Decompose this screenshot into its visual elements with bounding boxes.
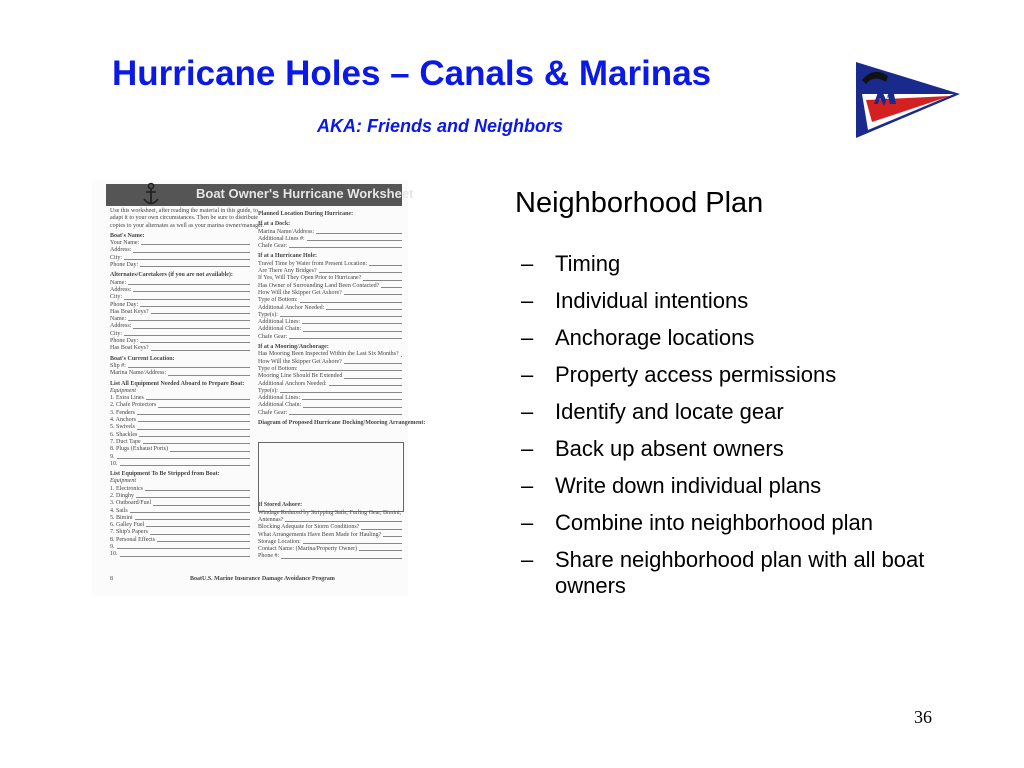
worksheet-line: [110, 338, 250, 345]
worksheet-blank-line: [326, 305, 402, 310]
dash-marker: –: [521, 436, 534, 461]
worksheet-blank-line: [170, 446, 250, 451]
worksheet-blank-line: [130, 508, 250, 513]
worksheet-blank-line: [158, 402, 250, 407]
worksheet-line-text: Type(s):: [258, 311, 278, 318]
bullet-text: Individual intentions: [555, 288, 749, 313]
worksheet-line-text: adapt it to your own circumstances. Then be sure to distribute: [110, 215, 259, 222]
worksheet-line: [258, 546, 402, 553]
bullet-item: [521, 288, 961, 314]
worksheet-line: [110, 417, 250, 424]
worksheet-line-text: 10.: [110, 551, 118, 558]
bullet-text: Back up absent owners: [555, 436, 784, 461]
worksheet-line-text: 4. Sails: [110, 507, 128, 514]
worksheet-line: [258, 211, 402, 218]
worksheet-blank-line: [381, 283, 402, 288]
worksheet-blank-line: [157, 537, 250, 542]
worksheet-line-text: 9.: [110, 544, 115, 551]
worksheet-line-text: City:: [110, 330, 123, 337]
dash-marker: –: [521, 510, 534, 535]
worksheet-line-text: Has Boat Keys?: [110, 345, 149, 352]
worksheet-intro-line: [110, 222, 264, 230]
worksheet-blank-line: [145, 486, 250, 491]
worksheet-line-text: Chafe Gear:: [258, 409, 288, 416]
worksheet-line-text: Are There Any Bridges?: [258, 268, 317, 275]
worksheet-line-text: Additional Lines:: [258, 319, 301, 326]
worksheet-line-text: If at a Hurricane Hole:: [258, 253, 317, 260]
worksheet-blank-line: [140, 262, 250, 267]
worksheet-line: [110, 302, 250, 309]
worksheet-line: [110, 446, 250, 453]
worksheet-line-text: 10.: [110, 460, 118, 467]
bullet-item: [521, 473, 961, 499]
worksheet-line-text: Type of Bottom:: [258, 365, 298, 372]
worksheet-line-text: Your Name:: [110, 240, 140, 247]
worksheet-line-text: Name:: [110, 279, 126, 286]
worksheet-line-text: Marina Name/Address:: [258, 228, 315, 235]
worksheet-blank-line: [136, 493, 250, 498]
worksheet-line: [110, 529, 250, 536]
worksheet-line-text: Use this worksheet, after reading the material in this guide, to: [110, 208, 258, 214]
worksheet-line-text: 9.: [110, 453, 115, 460]
bullet-item: [521, 251, 961, 277]
worksheet-line: [110, 537, 250, 544]
bullet-item: [521, 547, 961, 599]
worksheet-line-text: Additional Chain:: [258, 326, 302, 333]
worksheet-line-text: Has Owner of Surrounding Land Been Contacted?: [258, 282, 380, 289]
worksheet-line-text: 8. Plugs (Exhaust Ports): [110, 446, 169, 453]
worksheet-line-text: Type of Bottom:: [258, 297, 298, 304]
worksheet-blank-line: [133, 323, 250, 328]
worksheet-left-column: [110, 208, 264, 559]
worksheet-line: [258, 388, 402, 395]
worksheet-line-text: Chafe Gear:: [258, 243, 288, 250]
bullet-item: [521, 436, 961, 462]
worksheet-line: [258, 359, 402, 366]
worksheet-title: Boat Owner's Hurricane Worksheet: [196, 186, 414, 201]
worksheet-line: [110, 388, 250, 395]
worksheet-line: [110, 356, 250, 363]
bullet-list: [521, 251, 961, 610]
worksheet-line-text: Windage Reduced by Stripping Sails, Furling Gear, Bimini,: [258, 509, 402, 516]
worksheet-blank-line: [329, 381, 402, 386]
dash-marker: –: [521, 473, 534, 498]
worksheet-blank-line: [120, 551, 251, 556]
worksheet-blank-line: [289, 243, 402, 248]
worksheet-blank-line: [137, 410, 250, 415]
worksheet-line: [258, 539, 402, 546]
bullet-text: Property access permissions: [555, 362, 837, 387]
worksheet-line-text: Boat's Name:: [110, 232, 145, 239]
worksheet-blank-line: [138, 417, 250, 422]
worksheet-line: [110, 432, 250, 439]
worksheet-line: [110, 255, 250, 262]
worksheet-line-text: 3. Fenders: [110, 409, 135, 416]
worksheet-line: [110, 280, 250, 287]
worksheet-line-text: 3. Outboard/Fuel: [110, 500, 151, 507]
worksheet-blank-line: [117, 454, 251, 459]
worksheet-blank-line: [361, 524, 402, 529]
worksheet-line-text: Planned Location During Hurricane:: [258, 211, 354, 217]
worksheet-blank-line: [359, 546, 402, 551]
worksheet-line-text: Address:: [110, 247, 132, 254]
worksheet-line-text: 2. Dinghy: [110, 492, 134, 499]
worksheet-blank-line: [150, 529, 250, 534]
worksheet-intro-line: [110, 215, 259, 222]
worksheet-line: [110, 233, 250, 240]
worksheet-line-text: Phone Day:: [110, 262, 139, 269]
worksheet-line-text: List Equipment To Be Stripped from Boat:: [110, 471, 220, 478]
worksheet-blank-line: [120, 461, 251, 466]
worksheet-blank-line: [280, 388, 402, 393]
worksheet-line: [258, 305, 402, 312]
worksheet-line: [110, 287, 250, 294]
worksheet-blank-line: [139, 432, 250, 437]
worksheet-line: [258, 261, 402, 268]
worksheet-line-text: Additional Anchor Needed:: [258, 304, 325, 311]
worksheet-blank-line: [344, 359, 402, 364]
worksheet-line-text: 4. Anchors: [110, 417, 136, 424]
worksheet-blank-line: [124, 331, 250, 336]
worksheet-line: [258, 351, 402, 358]
worksheet-line-text: If Yes, Will They Open Prior to Hurricane?: [258, 275, 362, 282]
worksheet-blank-line: [300, 297, 402, 302]
worksheet-line-text: 8. Personal Effects: [110, 536, 156, 543]
worksheet-line-text: Additional Anchors Needed:: [258, 380, 327, 387]
worksheet-line: [110, 486, 250, 493]
worksheet-line-text: Equipment: [110, 387, 136, 394]
worksheet-footer-text: BoatU.S. Marine Insurance Damage Avoidance Program: [190, 576, 335, 582]
worksheet-line-text: How Will the Skipper Get Ashore?: [258, 358, 342, 365]
dash-marker: –: [521, 399, 534, 424]
worksheet-line-text: 2. Chafe Protectors: [110, 402, 157, 409]
worksheet-line-text: Antennas?: [258, 516, 284, 523]
worksheet-line: [110, 402, 250, 409]
worksheet-line-text: Has Mooring Been Inspected Within the Last Six Months?: [258, 351, 399, 358]
bullet-item: [521, 325, 961, 351]
worksheet-blank-line: [300, 366, 402, 371]
worksheet-line-text: Phone #:: [258, 553, 280, 560]
worksheet-line-text: Slip #:: [110, 362, 126, 369]
worksheet-intro-line: [110, 208, 258, 215]
worksheet-line-text: Has Boat Keys?: [110, 308, 149, 315]
worksheet-blank-line: [302, 395, 402, 400]
worksheet-blank-line: [289, 410, 402, 415]
worksheet-line: [110, 454, 250, 461]
worksheet-line: [110, 551, 250, 558]
worksheet-line-text: 7. Ship's Papers: [110, 529, 148, 536]
worksheet-line: [258, 312, 402, 319]
worksheet-blank-line: [316, 229, 402, 234]
worksheet-blank-line: [128, 316, 250, 321]
worksheet-line: [258, 229, 402, 236]
worksheet-line-text: Travel Time by Water from Present Location:: [258, 260, 368, 267]
worksheet-line-text: If Stored Ashore:: [258, 502, 303, 509]
worksheet-line-text: Boat's Current Location:: [110, 355, 175, 362]
worksheet-blank-line: [303, 402, 402, 407]
worksheet-line-text: Additional Lines:: [258, 395, 301, 402]
worksheet-line-text: Storage Location:: [258, 538, 301, 545]
worksheet-line: [110, 478, 250, 485]
worksheet-blank-line: [280, 312, 402, 317]
section-heading: Neighborhood Plan: [515, 187, 764, 219]
worksheet-line-text: If at a Dock:: [258, 221, 291, 228]
worksheet-blank-line: [168, 370, 250, 375]
worksheet-line: [258, 381, 402, 388]
worksheet-blank-line: [344, 373, 402, 378]
worksheet-blank-line: [363, 275, 402, 280]
worksheet-blank-line: [135, 515, 250, 520]
worksheet-line: [258, 395, 402, 402]
worksheet-line: [110, 522, 250, 529]
worksheet-line: [258, 366, 402, 373]
worksheet-line-text: Additional Chain:: [258, 402, 302, 409]
bullet-item: [521, 399, 961, 425]
worksheet-line: [110, 262, 250, 269]
burgee-logo: [852, 60, 962, 140]
worksheet-line: [110, 309, 250, 316]
worksheet-line: [258, 319, 402, 326]
bullet-text: Anchorage locations: [555, 325, 755, 350]
worksheet-line: [258, 243, 402, 250]
dash-marker: –: [521, 325, 534, 350]
worksheet-blank-line: [151, 309, 250, 314]
dash-marker: –: [521, 362, 534, 387]
worksheet-blank-line: [146, 522, 250, 527]
worksheet-line-text: Contact Name: (Marina/Property Owner): [258, 546, 358, 553]
worksheet-blank-line: [140, 302, 250, 307]
worksheet-line-text: copies to your alternates as well as your marina owner/manager.: [110, 222, 264, 229]
worksheet-blank-line: [117, 544, 251, 549]
worksheet-line-text: Address:: [110, 286, 132, 293]
worksheet-line: [110, 515, 250, 522]
worksheet-line: [110, 345, 250, 352]
worksheet-blank-line: [285, 517, 402, 522]
worksheet-image: [92, 180, 426, 596]
worksheet-line-text: 1. Extra Lines: [110, 395, 144, 402]
worksheet-blank-line: [151, 345, 250, 350]
worksheet-line: [258, 373, 402, 380]
page-number: 36: [914, 707, 932, 727]
worksheet-blank-line: [303, 539, 402, 544]
bullet-text: Share neighborhood plan with all boat owners: [555, 547, 925, 598]
worksheet-line: [258, 402, 402, 409]
worksheet-blank-line: [128, 363, 250, 368]
worksheet-line-text: Alternates/Caretakers (if you are not available):: [110, 272, 233, 279]
worksheet-blank-line: [319, 268, 402, 273]
worksheet-blank-line: [124, 294, 250, 299]
worksheet-line-text: City:: [110, 294, 123, 301]
worksheet-line: [110, 363, 250, 370]
worksheet-line: [110, 508, 250, 515]
worksheet-line-text: Phone Day:: [110, 301, 139, 308]
worksheet-blank-line: [401, 351, 402, 356]
worksheet-diagram-box: [258, 442, 404, 512]
worksheet-blank-line: [307, 236, 402, 241]
worksheet-line: [258, 253, 402, 260]
dash-marker: –: [521, 251, 534, 276]
worksheet-line: [110, 381, 250, 388]
worksheet-line-text: Phone Day:: [110, 338, 139, 345]
worksheet-line: [110, 544, 250, 551]
worksheet-blank-line: [303, 326, 402, 331]
worksheet-line: [258, 344, 402, 351]
worksheet-line-text: 5. Bimini: [110, 514, 133, 521]
worksheet-blank-line: [369, 261, 402, 266]
bullet-item: [521, 362, 961, 388]
worksheet-line-text: 6. Galley Fuel: [110, 522, 145, 529]
worksheet-line: [110, 240, 250, 247]
worksheet-line: [110, 410, 250, 417]
worksheet-blank-line: [128, 280, 250, 285]
worksheet-banner: [106, 184, 414, 206]
worksheet-blank-line: [344, 290, 402, 295]
worksheet-page-number: 8: [110, 576, 113, 582]
worksheet-line: [110, 461, 250, 468]
worksheet-line: [258, 326, 402, 333]
bullet-item: [521, 510, 961, 536]
worksheet-line-text: Marina Name/Address:: [110, 370, 167, 377]
worksheet-line: [110, 323, 250, 330]
worksheet-line: [110, 500, 250, 507]
worksheet-line-text: Name:: [110, 316, 126, 323]
worksheet-line-text: Blocking Adequate for Storm Conditions?: [258, 524, 360, 531]
dash-marker: –: [521, 288, 534, 313]
worksheet-line: [258, 275, 402, 282]
worksheet-line: [258, 524, 402, 531]
worksheet-line: [258, 221, 402, 228]
worksheet-blank-line: [124, 255, 250, 260]
worksheet-line-text: Mooring Line Should Be Extended: [258, 373, 343, 380]
worksheet-blank-line: [143, 439, 250, 444]
worksheet-line: [258, 532, 402, 539]
worksheet-line: [258, 283, 402, 290]
bullet-text: Identify and locate gear: [555, 399, 784, 424]
bullet-text: Timing: [555, 251, 621, 276]
worksheet-blank-line: [146, 395, 250, 400]
worksheet-line-text: City:: [110, 254, 123, 261]
worksheet-line: [110, 316, 250, 323]
worksheet-blank-line: [281, 553, 402, 558]
worksheet-line: [258, 410, 402, 417]
worksheet-line: [258, 334, 402, 341]
worksheet-line-text: 7. Duct Tape: [110, 438, 141, 445]
worksheet-line: [110, 294, 250, 301]
worksheet-blank-line: [141, 240, 250, 245]
worksheet-line: [110, 331, 250, 338]
worksheet-line: [258, 420, 426, 427]
worksheet-line-text: What Arrangements Have Been Made for Hauling?: [258, 531, 382, 538]
worksheet-blank-line: [289, 334, 402, 339]
worksheet-blank-line: [153, 500, 250, 505]
slide-title: Hurricane Holes – Canals & Marinas: [112, 54, 712, 93]
worksheet-line-text: Address:: [110, 323, 132, 330]
worksheet-blank-line: [302, 319, 402, 324]
dash-marker: –: [521, 547, 534, 572]
worksheet-line: [110, 247, 250, 254]
worksheet-line-text: Type(s):: [258, 387, 278, 394]
slide-subtitle: AKA: Friends and Neighbors: [317, 116, 564, 136]
worksheet-blank-line: [137, 424, 250, 429]
worksheet-line: [110, 471, 250, 478]
worksheet-line-text: Chafe Gear:: [258, 333, 288, 340]
worksheet-line: [110, 424, 250, 431]
bullet-text: Combine into neighborhood plan: [555, 510, 874, 535]
worksheet-line: [258, 297, 402, 304]
worksheet-line-text: 5. Swivels: [110, 424, 136, 431]
worksheet-line: [110, 493, 250, 500]
worksheet-line-text: List All Equipment Needed Aboard to Prepare Boat:: [110, 380, 245, 387]
worksheet-line-text: Equipment: [110, 478, 136, 485]
worksheet-line: [110, 272, 250, 279]
worksheet-blank-line: [133, 287, 250, 292]
worksheet-line-text: Diagram of Proposed Hurricane Docking/Mooring Arrangement:: [258, 420, 426, 427]
anchor-icon: [142, 182, 160, 208]
worksheet-line-text: If at a Mooring/Anchorage:: [258, 344, 329, 351]
worksheet-line: [110, 370, 250, 377]
worksheet-line-text: 6. Shackles: [110, 431, 138, 438]
worksheet-blank-line: [140, 338, 250, 343]
worksheet-blank-line: [133, 247, 250, 252]
worksheet-blank-line: [383, 532, 402, 537]
worksheet-line-text: 1. Electronics: [110, 485, 143, 492]
worksheet-line-text: How Will the Skipper Get Ashore?: [258, 289, 342, 296]
worksheet-line: [258, 553, 402, 560]
bullet-text: Write down individual plans: [555, 473, 822, 498]
worksheet-line-text: Additional Lines #:: [258, 235, 305, 242]
